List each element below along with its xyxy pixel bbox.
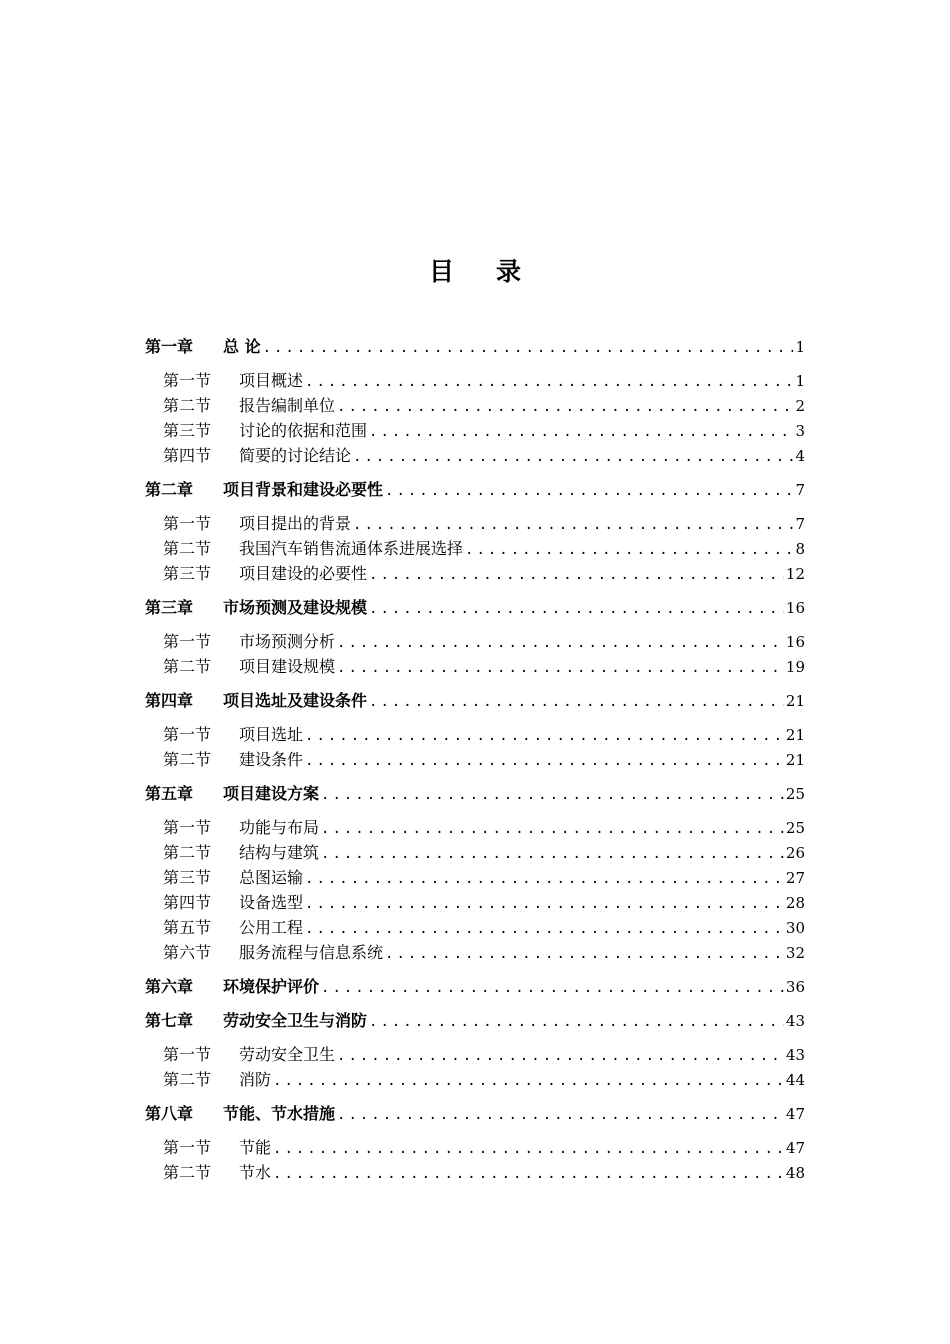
toc-entry-label: 第五章	[145, 784, 194, 803]
toc-dot-leader	[369, 1010, 784, 1033]
toc-entry-label: 第四节	[163, 893, 212, 912]
toc-chapter-entry[interactable]	[145, 477, 805, 502]
toc-dot-leader	[305, 724, 784, 747]
toc-entry-page-number: 1	[795, 372, 805, 390]
toc-entry-title: 报告编制单位	[239, 396, 336, 415]
toc-entry-label: 第一节	[163, 632, 212, 651]
toc-entry-label: 第二节	[163, 843, 212, 862]
toc-dot-leader	[321, 976, 784, 999]
toc-section-entry[interactable]	[145, 536, 805, 561]
toc-entry-title: 项目选址	[239, 725, 304, 744]
toc-entry-title: 我国汽车销售流通体系进展选择	[239, 539, 464, 558]
toc-entry-label: 第四节	[163, 446, 212, 465]
toc-section-entry[interactable]	[145, 511, 805, 536]
toc-entry-page-number: 44	[785, 1071, 805, 1089]
toc-entry-page-number: 16	[785, 633, 805, 651]
toc-chapter-entry[interactable]	[145, 974, 805, 999]
toc-entry-page-number: 21	[785, 692, 805, 710]
toc-dot-leader	[321, 817, 784, 840]
toc-dot-leader	[321, 842, 784, 865]
toc-chapter-entry[interactable]	[145, 334, 805, 359]
toc-dot-leader	[305, 917, 784, 940]
toc-entry-label: 第二节	[163, 1163, 212, 1182]
toc-entry-label: 第二节	[163, 396, 212, 415]
toc-entry-title: 市场预测及建设规模	[223, 598, 368, 617]
toc-dot-leader	[369, 563, 784, 586]
toc-dot-leader	[369, 420, 793, 443]
toc-entry-label: 第四章	[145, 691, 194, 710]
toc-entry-page-number: 7	[795, 515, 805, 533]
toc-dot-leader	[321, 783, 784, 806]
toc-entry-label: 第一节	[163, 1045, 212, 1064]
toc-entry-page-number: 36	[785, 978, 805, 996]
toc-dot-leader	[369, 597, 784, 620]
toc-section-entry[interactable]	[145, 561, 805, 586]
toc-entry-label: 第六章	[145, 977, 194, 996]
toc-entry-page-number: 7	[795, 481, 805, 499]
toc-dot-leader	[273, 1069, 784, 1092]
toc-entry-page-number: 3	[795, 422, 805, 440]
toc-dot-leader	[465, 538, 793, 561]
toc-entry-label: 第五节	[163, 918, 212, 937]
toc-section-entry[interactable]	[145, 418, 805, 443]
toc-dot-leader	[263, 336, 794, 359]
toc-entry-page-number: 30	[785, 919, 805, 937]
toc-dot-leader	[305, 867, 784, 890]
toc-entry-label: 第一节	[163, 371, 212, 390]
toc-entry-page-number: 48	[785, 1164, 805, 1182]
toc-section-entry[interactable]	[145, 865, 805, 890]
toc-entry-label: 第七章	[145, 1011, 194, 1030]
toc-entry-page-number: 26	[785, 844, 805, 862]
toc-entry-page-number: 21	[785, 751, 805, 769]
toc-entry-title: 项目建设方案	[223, 784, 320, 803]
toc-entry-label: 第二节	[163, 750, 212, 769]
toc-section-entry[interactable]	[145, 940, 805, 965]
toc-entry-page-number: 28	[785, 894, 805, 912]
toc-entry-label: 第三章	[145, 598, 194, 617]
toc-dot-leader	[273, 1137, 784, 1160]
toc-chapter-entry[interactable]	[145, 781, 805, 806]
toc-entry-label: 第一节	[163, 1138, 212, 1157]
toc-dot-leader	[305, 370, 793, 393]
toc-entry-label: 第二节	[163, 657, 212, 676]
toc-entry-page-number: 8	[795, 540, 805, 558]
toc-dot-leader	[337, 395, 793, 418]
toc-entry-page-number: 27	[785, 869, 805, 887]
toc-section-entry[interactable]	[145, 443, 805, 468]
toc-entry-title: 项目概述	[239, 371, 304, 390]
toc-entry-label: 第二节	[163, 1070, 212, 1089]
toc-entry-title: 总 论	[223, 337, 261, 356]
toc-entry-page-number: 43	[785, 1012, 805, 1030]
toc-section-entry[interactable]	[145, 1042, 805, 1067]
toc-entry-page-number: 47	[785, 1139, 805, 1157]
toc-entry-page-number: 2	[795, 397, 805, 415]
toc-entry-page-number: 43	[785, 1046, 805, 1064]
toc-dot-leader	[337, 1103, 784, 1126]
toc-entry-label: 第一节	[163, 514, 212, 533]
toc-entry-title: 公用工程	[239, 918, 304, 937]
toc-entry-label: 第一章	[145, 337, 194, 356]
toc-section-entry[interactable]	[145, 654, 805, 679]
toc-entry-label: 第八章	[145, 1104, 194, 1123]
toc-entry-page-number: 25	[785, 819, 805, 837]
toc-entry-title: 建设条件	[239, 750, 304, 769]
toc-section-entry[interactable]	[145, 1160, 805, 1185]
toc-entry-label: 第三节	[163, 421, 212, 440]
toc-entry-label: 第三节	[163, 564, 212, 583]
toc-section-entry[interactable]	[145, 393, 805, 418]
toc-entry-title: 服务流程与信息系统	[239, 943, 384, 962]
toc-entry-page-number: 21	[785, 726, 805, 744]
toc-entry-title: 消防	[239, 1070, 272, 1089]
toc-entry-page-number: 12	[785, 565, 805, 583]
toc-dot-leader	[273, 1162, 784, 1185]
toc-entry-title: 总图运输	[239, 868, 304, 887]
toc-entry-title: 项目建设的必要性	[239, 564, 368, 583]
toc-entry-title: 节能、节水措施	[223, 1104, 336, 1123]
toc-entry-label: 第一节	[163, 818, 212, 837]
toc-dot-leader	[385, 942, 784, 965]
toc-entry-title: 结构与建筑	[239, 843, 320, 862]
toc-section-entry[interactable]	[145, 890, 805, 915]
toc-entry-label: 第三节	[163, 868, 212, 887]
toc-section-entry[interactable]	[145, 815, 805, 840]
toc-entry-title: 项目背景和建设必要性	[223, 480, 384, 499]
toc-entry-title: 节能	[239, 1138, 272, 1157]
toc-entry-label: 第一节	[163, 725, 212, 744]
toc-entry-page-number: 47	[785, 1105, 805, 1123]
toc-dot-leader	[337, 631, 784, 654]
toc-entry-label: 第六节	[163, 943, 212, 962]
toc-entry-title: 劳动安全卫生	[239, 1045, 336, 1064]
toc-entry-title: 项目提出的背景	[239, 514, 352, 533]
toc-section-entry[interactable]	[145, 629, 805, 654]
toc-entry-page-number: 25	[785, 785, 805, 803]
toc-entry-title: 简要的讨论结论	[239, 446, 352, 465]
toc-entry-page-number: 19	[785, 658, 805, 676]
toc-entry-page-number: 1	[795, 338, 805, 356]
toc-chapter-entry[interactable]	[145, 1008, 805, 1033]
toc-section-entry[interactable]	[145, 840, 805, 865]
toc-dot-leader	[305, 749, 784, 772]
toc-section-entry[interactable]	[145, 722, 805, 747]
toc-title	[0, 252, 950, 288]
toc-section-entry[interactable]	[145, 915, 805, 940]
toc-section-entry[interactable]	[145, 747, 805, 772]
toc-entry-label: 第二章	[145, 480, 194, 499]
toc-chapter-entry[interactable]	[145, 1101, 805, 1126]
toc-dot-leader	[337, 656, 784, 679]
toc-section-entry[interactable]	[145, 368, 805, 393]
toc-section-entry[interactable]	[145, 1067, 805, 1092]
toc-dot-leader	[305, 892, 784, 915]
toc-title-char-2: 录	[496, 257, 522, 286]
toc-entry-title: 设备选型	[239, 893, 304, 912]
toc-entry-label: 第二节	[163, 539, 212, 558]
toc-entry-title: 讨论的依据和范围	[239, 421, 368, 440]
toc-dot-leader	[385, 479, 793, 502]
toc-chapter-entry[interactable]	[145, 688, 805, 713]
toc-entry-title: 项目选址及建设条件	[223, 691, 368, 710]
toc-entry-title: 项目建设规模	[239, 657, 336, 676]
toc-entry-title: 功能与布局	[239, 818, 320, 837]
toc-title-char-1: 目	[428, 257, 454, 286]
toc-entry-page-number: 4	[795, 447, 805, 465]
toc-dot-leader	[369, 690, 784, 713]
toc-entry-page-number: 16	[785, 599, 805, 617]
toc-chapter-entry[interactable]	[145, 595, 805, 620]
toc-entry-title: 节水	[239, 1163, 272, 1182]
toc-entry-title: 环境保护评价	[223, 977, 320, 996]
toc-entry-title: 劳动安全卫生与消防	[223, 1011, 368, 1030]
table-of-contents	[145, 334, 805, 1185]
toc-section-entry[interactable]	[145, 1135, 805, 1160]
toc-entry-title: 市场预测分析	[239, 632, 336, 651]
toc-dot-leader	[353, 445, 793, 468]
toc-dot-leader	[353, 513, 793, 536]
toc-dot-leader	[337, 1044, 784, 1067]
toc-entry-page-number: 32	[785, 944, 805, 962]
